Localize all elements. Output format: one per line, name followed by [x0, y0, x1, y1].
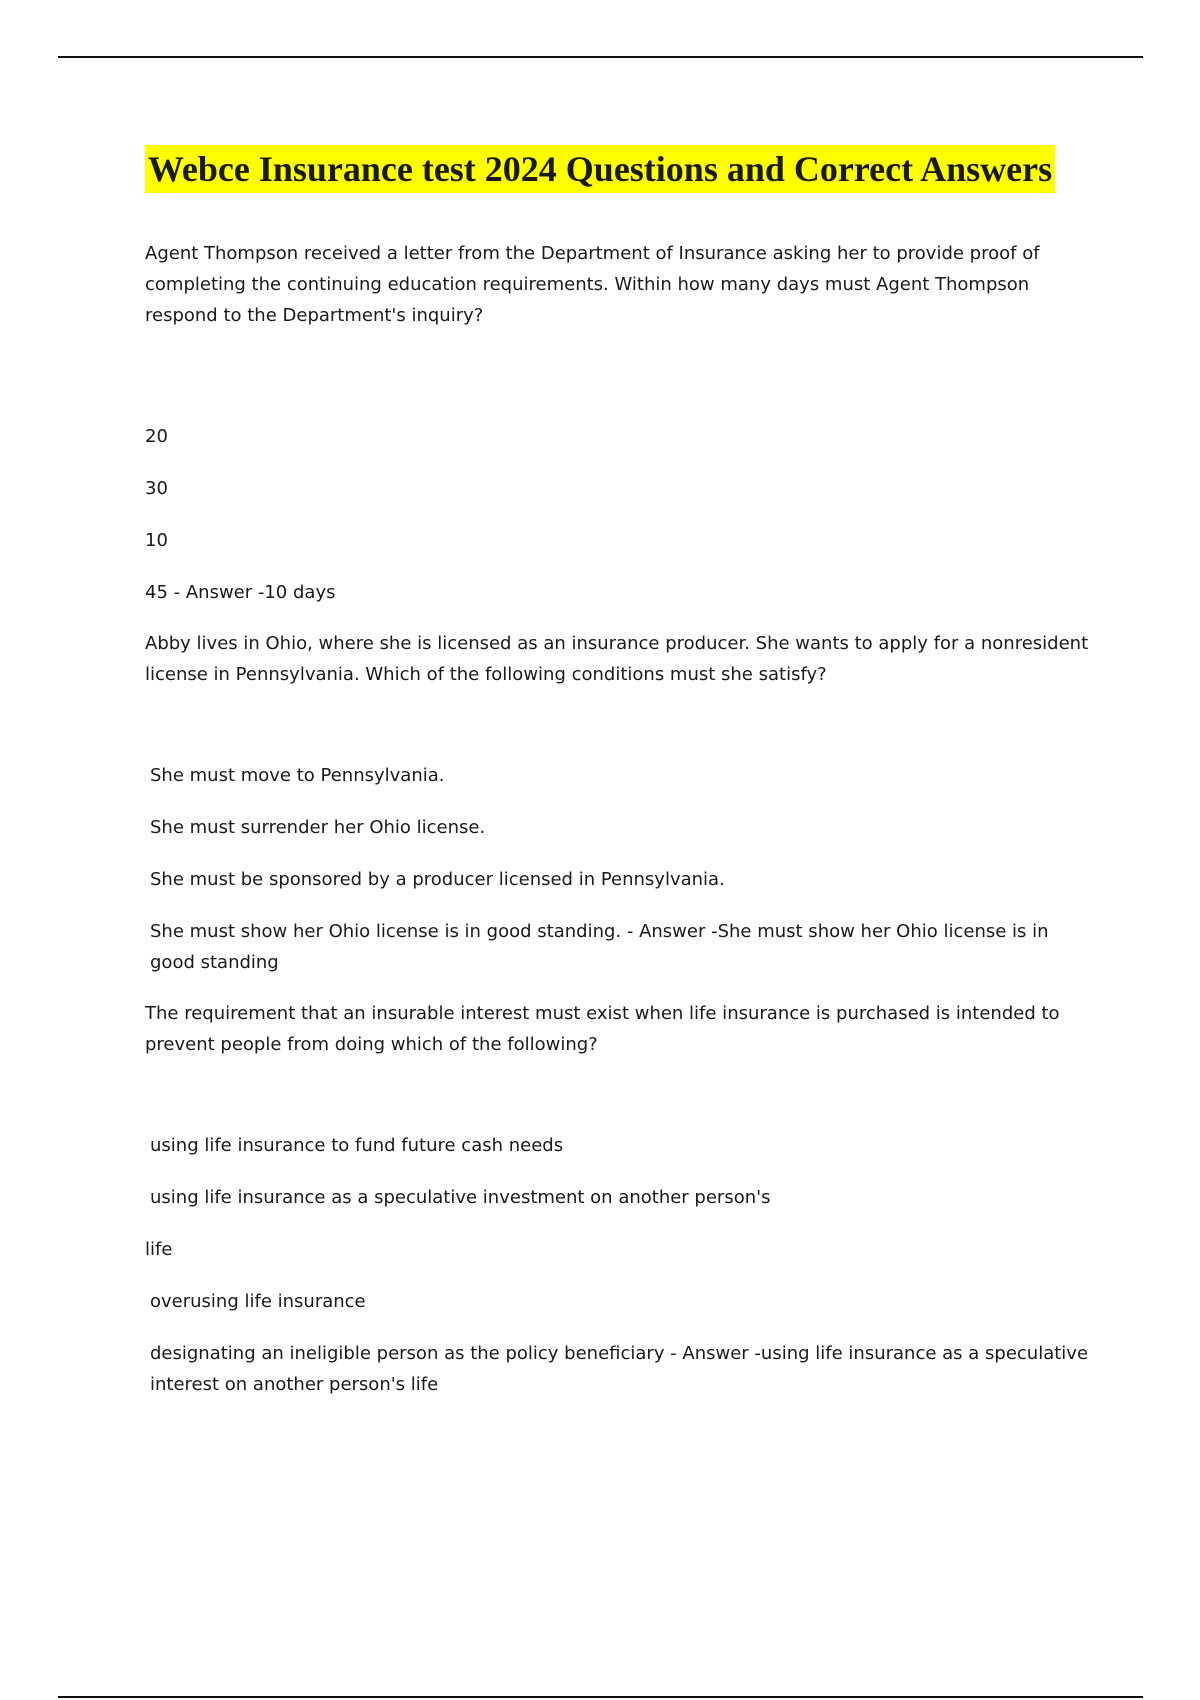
question-3-option-1: using life insurance to fund future cash needs — [150, 1135, 564, 1156]
question-2-option-2: She must surrender her Ohio license. — [150, 817, 486, 838]
question-1-answer: 45 - Answer -10 days — [145, 582, 336, 603]
question-1-option-1: 20 — [145, 426, 168, 447]
question-3-option-2: using life insurance as a speculative investment on another person's — [150, 1187, 771, 1208]
bottom-rule — [58, 1696, 1143, 1698]
question-3-option-2-continued: life — [145, 1239, 173, 1260]
question-2-option-1: She must move to Pennsylvania. — [150, 765, 445, 786]
document-title: Webce Insurance test 2024 Questions and Correct Answers — [145, 145, 1055, 193]
question-3-option-3: overusing life insurance — [150, 1291, 366, 1312]
question-2-text: Abby lives in Ohio, where she is licensed as an insurance producer. She wants to apply for a nonresident license in Pennsylvania. Which of the following conditions must she satisfy? — [145, 633, 1089, 685]
question-1-option-2: 30 — [145, 478, 168, 499]
question-1-text: Agent Thompson received a letter from the Department of Insurance asking her to provide proof of completing the continuing education requirements. Within how many days must Agent Thompson respond to the Department's inquiry? — [145, 243, 1040, 326]
top-rule — [58, 56, 1143, 58]
document-body — [145, 238, 1090, 1420]
question-3-text: The requirement that an insurable interest must exist when life insurance is purchased is intended to prevent people from doing which of the following? — [145, 1003, 1060, 1055]
question-1-option-3: 10 — [145, 530, 168, 551]
question-2-answer: She must show her Ohio license is in good standing. - Answer -She must show her Ohio license is in good standing — [150, 921, 1049, 973]
question-2-option-3: She must be sponsored by a producer licensed in Pennsylvania. — [150, 869, 725, 890]
title-container — [0, 145, 1200, 193]
question-3-answer: designating an ineligible person as the policy beneficiary - Answer -using life insurance as a speculative interest on another person's life — [150, 1343, 1089, 1395]
